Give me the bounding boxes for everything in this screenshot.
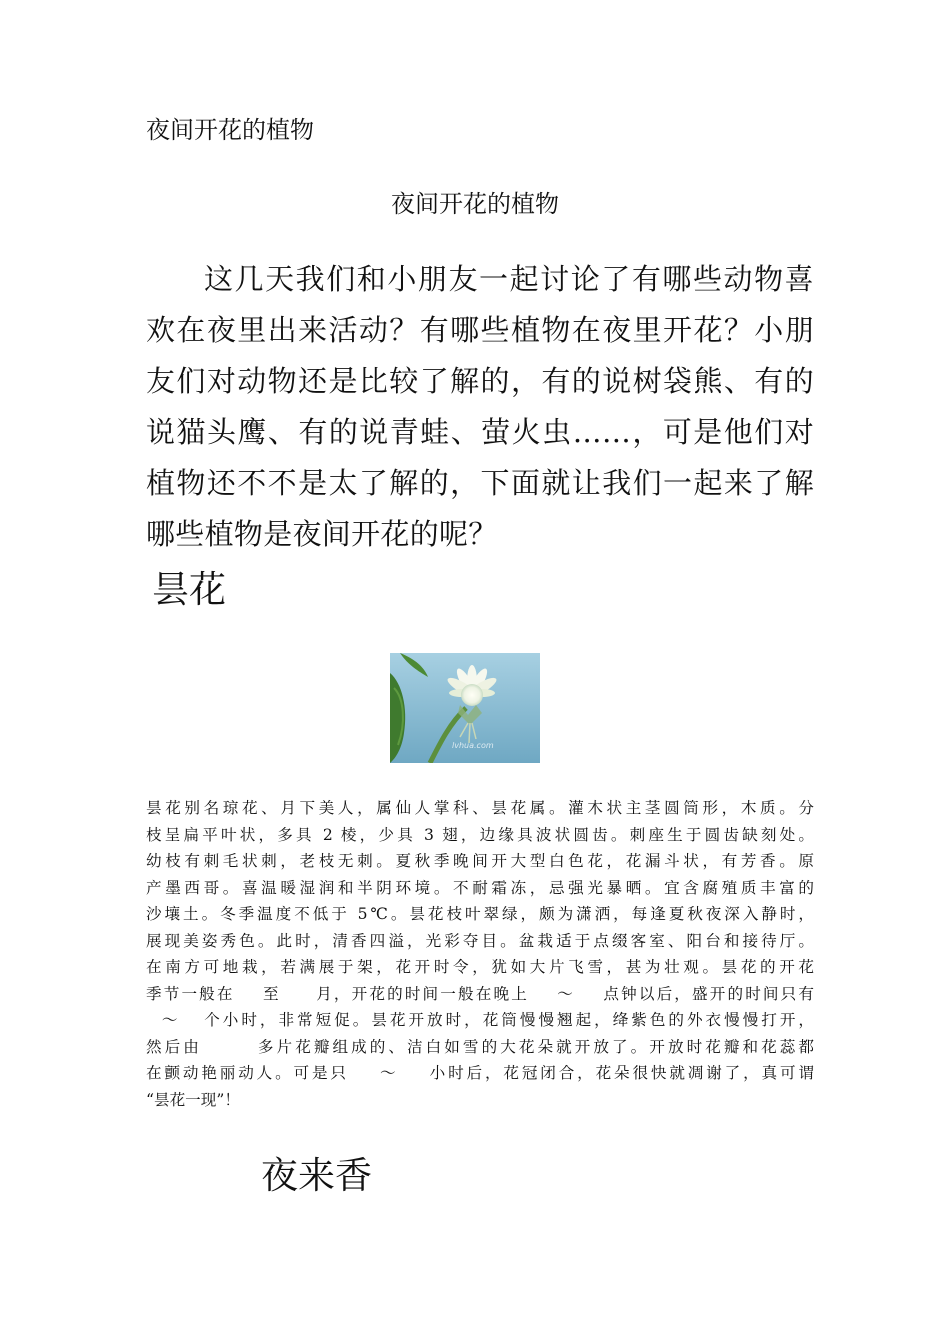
tanhua-description — [146, 795, 814, 1113]
description-line: 幼枝有刺毛状刺，老枝无刺。夏秋季晚间开大型白色花，花漏斗状，有芳香。原 — [146, 852, 814, 870]
description-line: “昙花一现”！ — [146, 1090, 240, 1109]
intro-paragraph: 这几天我们和小朋友一起讨论了有哪些动物喜欢在夜里出来活动？有哪些植物在夜里开花？小朋友们对动物还是比较了解的，有的说树袋熊、有的说猫头鹰、有的说青蛙、萤火虫……，可是他们对植物还不不是太了解的，下面就让我们一起来了解哪些植物是夜间开花的呢？ — [146, 262, 814, 551]
description-line: 在南方可地栽，若满展于架，花开时令，犹如大片飞雪，甚为壮观。昙花的开花 — [146, 958, 814, 976]
section-heading-tanhua: 昙花 — [152, 568, 226, 611]
section-heading-yelaixiang: 夜来香 — [261, 1154, 372, 1197]
description-line: 展现美姿秀色。此时，清香四溢，光彩夺目。盆栽适于点缀客室、阳台和接待厅。 — [146, 931, 814, 950]
description-line: 昙花别名琼花、月下美人，属仙人掌科、昙花属。灌木状主茎圆筒形，木质。分 — [146, 799, 814, 817]
description-line: 沙壤土。冬季温度不低于 5℃。昙花枝叶翠绿，颇为潇洒，每逢夏秋夜深入静时， — [146, 905, 814, 923]
description-line: ～ 个小时，非常短促。昙花开放时，花筒慢慢翘起，绛紫色的外衣慢慢打开， — [146, 1011, 814, 1029]
description-line: 然后由 多片花瓣组成的、洁白如雪的大花朵就开放了。开放时花瓣和花蕊都 — [146, 1037, 814, 1056]
epiphyllum-flower-photo — [390, 653, 540, 763]
description-line: 在颤动艳丽动人。可是只 ～ 小时后，花冠闭合，花朵很快就凋谢了，真可谓 — [146, 1064, 814, 1082]
description-line: 季节一般在 至 月，开花的时间一般在晚上 ～ 点钟以后，盛开的时间只有 — [146, 984, 814, 1003]
description-line: 产墨西哥。喜温暖湿润和半阴环境。不耐霜冻，忌强光暴晒。宜含腐殖质丰富的 — [146, 878, 814, 897]
page-header-title: 夜间开花的植物 — [146, 116, 314, 144]
document-title: 夜间开花的植物 — [391, 190, 559, 218]
photo-watermark: lvhua.com — [452, 741, 494, 750]
description-line: 枝呈扁平叶状，多具 2 棱，少具 3 翅，边缘具波状圆齿。刺座生于圆齿缺刻处。 — [146, 825, 814, 844]
